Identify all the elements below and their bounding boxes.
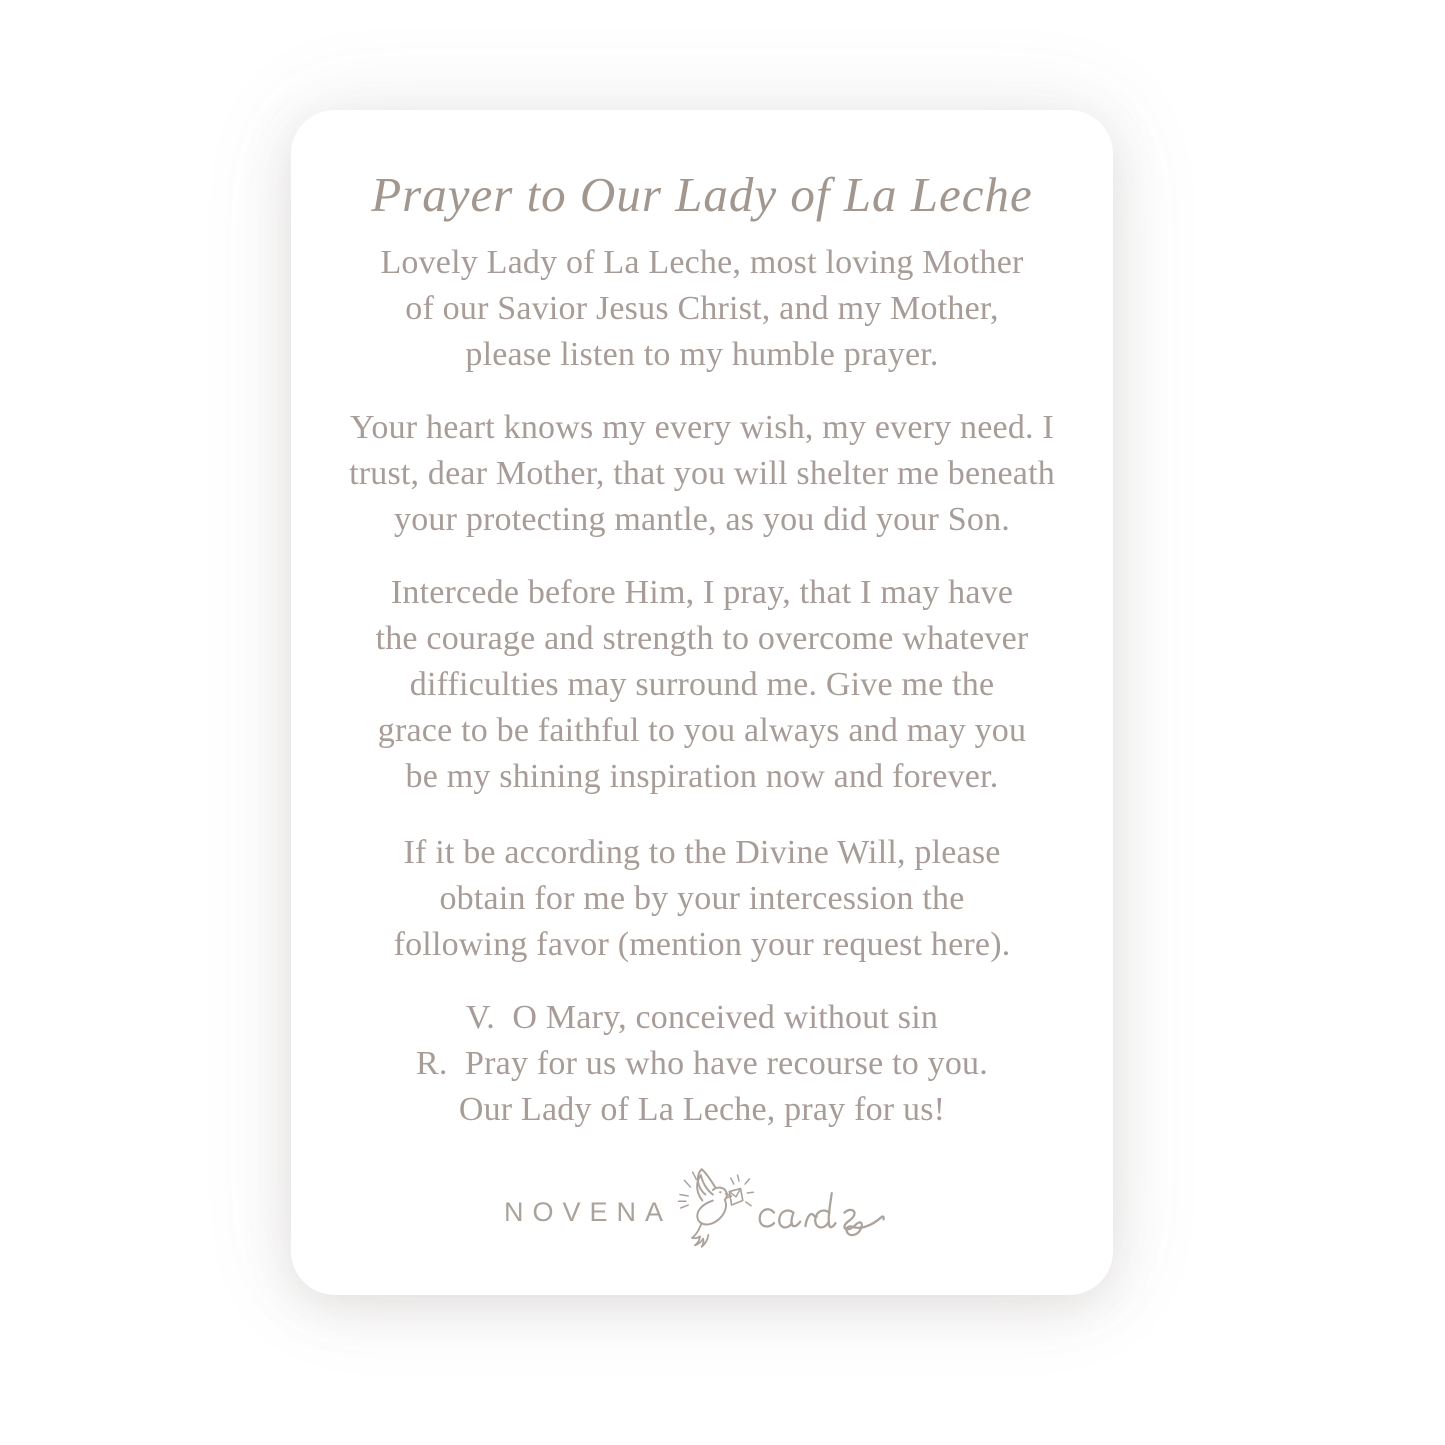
prayer-paragraph-3: Intercede before Him, I pray, that I may have the courage and strength to overcome whatever difficulties may surround me. Give me the grace to be faithful to you always and may you be my shining inspiration now and forever.: [375, 574, 1029, 795]
brand-logo: [319, 1167, 1085, 1253]
prayer-card: [291, 110, 1113, 1295]
prayer-paragraph-1: Lovely Lady of La Leche, most loving Mother of our Savior Jesus Christ, and my Mother, please listen to my humble prayer.: [380, 244, 1024, 373]
novena-wordmark: NOVENA: [503, 1196, 673, 1227]
versicle-response: V. O Mary, conceived without sin R. Pray for us who have recourse to you. Our Lady of La Leche, pray for us!: [416, 999, 988, 1128]
cards-script-wordmark: [750, 1184, 900, 1248]
prayer-paragraph-2: Your heart knows my every wish, my every need. I trust, dear Mother, that you will shelter me beneath your protecting mantle, as you did your Son.: [349, 409, 1055, 538]
prayer-paragraph-4: If it be according to the Divine Will, please obtain for me by your intercession the following favor (mention your request here).: [393, 834, 1011, 963]
prayer-title: Prayer to Our Lady of La Leche: [371, 167, 1033, 222]
dove-with-envelope-icon: [668, 1167, 754, 1249]
